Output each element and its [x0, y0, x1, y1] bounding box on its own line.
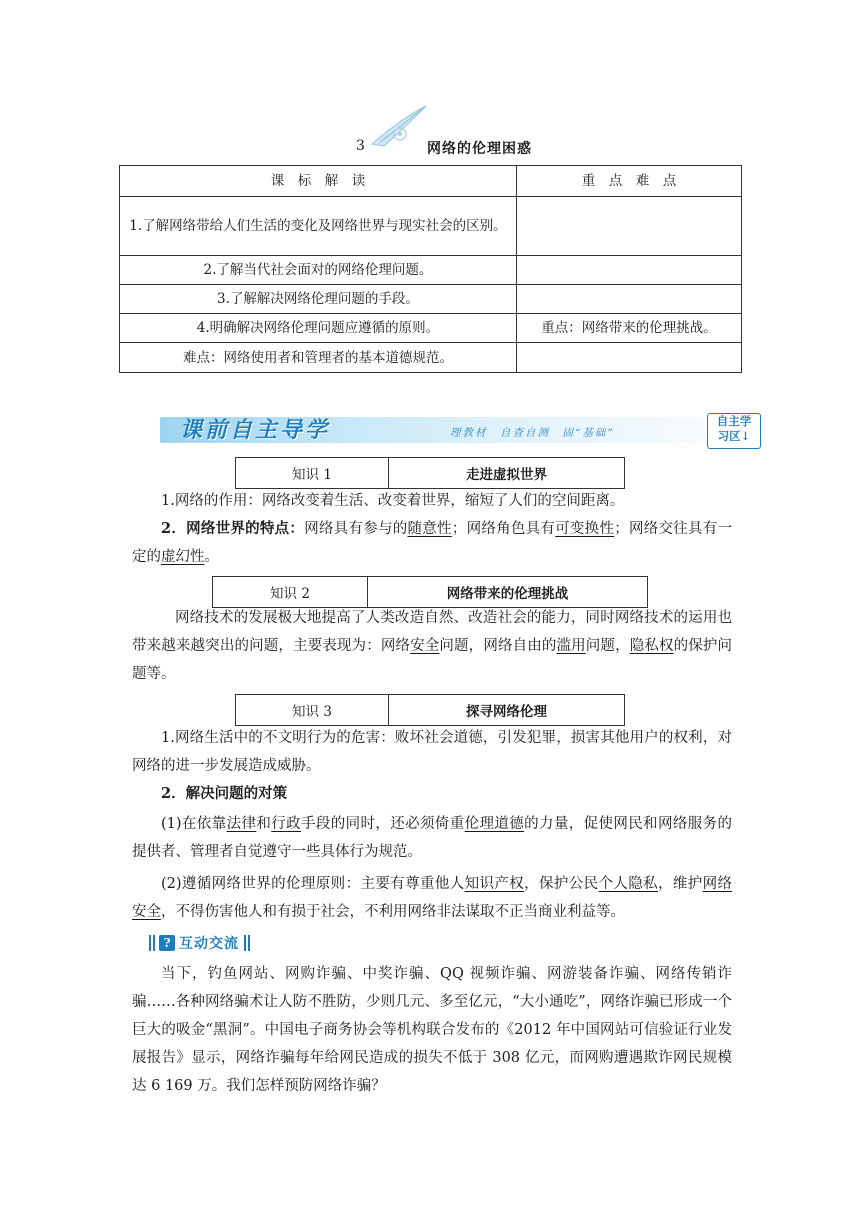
k2-c: 问题， [585, 638, 630, 654]
k3-answer-1: 法律 [226, 816, 257, 832]
table-cell: 2.了解当代社会面对的网络伦理问题。 [120, 256, 517, 285]
k3-p3-c: 手段的同时，还必须倚重 [300, 816, 465, 832]
k1-p2-c: ；网络交往具有一定的 [132, 521, 733, 565]
k1-p2-a: 网络具有参与的 [304, 521, 408, 537]
table-cell: 1.了解网络带给人们生活的变化及网络世界与现实社会的区别。 [120, 197, 517, 256]
table-row [120, 285, 742, 314]
knowledge-header-1 [235, 457, 625, 489]
header-key-difficult-points: 重 点 难 点 [517, 166, 742, 197]
lesson-title: 网络的伦理困惑 [427, 141, 532, 157]
k3-p4-c: ，维护 [658, 876, 703, 892]
k2-paragraph [132, 604, 732, 688]
lesson-header [0, 100, 860, 160]
k1-p1-text: 1.网络的作用：网络改变着生活、改变着世界，缩短了人们的空间距离。 [161, 493, 625, 509]
k1-paragraph-2 [132, 515, 732, 571]
knowledge-header-3 [235, 694, 625, 726]
table-cell: 3.了解解决网络伦理问题的手段。 [120, 285, 517, 314]
interaction-tag [148, 932, 251, 954]
k1-p2-b: ；网络角色具有 [451, 521, 556, 537]
k3-paragraph-1: 1.网络生活中的不文明行为的危害：败坏社会道德，引发犯罪，损害其他用户的权利，对网络的进一步发展造成威胁。 [132, 730, 732, 774]
k1-answer-2: 可变换性 [555, 521, 615, 537]
k3-p4-a: (2)遵循网络世界的伦理原则：主要有尊重他人 [161, 876, 465, 892]
k3-p3-a: (1)在依靠 [161, 816, 227, 832]
k3-answer-3: 伦理道德 [464, 816, 525, 832]
table-cell: 4.明确解决网络伦理问题应遵循的原则。 [120, 314, 517, 343]
table-cell [517, 285, 742, 314]
knowledge-label: 知识 2 [213, 577, 368, 607]
table-cell [517, 197, 742, 256]
k3-answer-5: 个人隐私 [598, 876, 659, 892]
tag-bar-right-2 [248, 935, 250, 951]
table-cell [517, 343, 742, 373]
knowledge-title: 探寻网络伦理 [466, 704, 547, 720]
self-study-badge [707, 413, 761, 449]
interaction-label: 互动交流 [179, 936, 239, 952]
objectives-table [119, 165, 742, 373]
k3-answer-4: 知识产权 [464, 876, 525, 892]
knowledge-title: 走进虚拟世界 [466, 467, 547, 483]
header-standard-reading: 课 标 解 读 [120, 166, 517, 197]
k1-answer-3: 虚幻性 [161, 549, 205, 565]
banner-title: 课前自主导学 [180, 417, 331, 443]
k3-answer-2: 行政 [271, 816, 301, 832]
k3-p3-b: 和 [256, 816, 272, 832]
table-row [120, 314, 742, 343]
knowledge-label: 知识 3 [236, 695, 389, 725]
k2-b: 问题，网络自由的 [439, 638, 557, 654]
k3-answer-6: 网络安全 [132, 876, 733, 920]
table-cell: 难点：网络使用者和管理者的基本道德规范。 [120, 343, 517, 373]
k1-p2-d: 。 [204, 549, 219, 565]
badge-line-1: 自主学 [716, 414, 752, 428]
k3-p4-d: ，不得伤害他人和有损于社会，不利用网络非法谋取不正当商业利益等。 [161, 904, 625, 920]
k1-paragraph-1 [132, 487, 732, 515]
table-cell [517, 256, 742, 285]
section-banner [160, 413, 770, 449]
interaction-paragraph: 当下，钓鱼网站、网购诈骗、中奖诈骗、QQ 视频诈骗、网游装备诈骗、网络传销诈骗……各种网络骗术让人防不胜防，少则几元、多至亿元，“大小通吃”，网络诈骗已形成一个巨大的吸金“黑洞”。中国电子商务协会等机构联合发布的《2012 年中国网站可信验证行业发展报告》显示，网络诈骗每年给网民造成的损失不低于 308 亿元，而网购遭遇欺诈网民规模达 6 169 万。我们怎样预防网络诈骗？ [132, 966, 732, 1094]
paper-plane-icon [370, 104, 430, 148]
k1-answer-1: 随意性 [407, 521, 452, 537]
tag-bar-left-2 [153, 935, 155, 951]
k1-p2-head: 2．网络世界的特点： [161, 520, 305, 537]
k2-answer-2: 滥用 [556, 638, 586, 654]
badge-line-2: 习区↓ [717, 429, 751, 443]
k3-paragraph-3 [132, 810, 732, 866]
table-row [120, 197, 742, 256]
k2-answer-1: 安全 [410, 638, 440, 654]
knowledge-label: 知识 1 [236, 458, 389, 488]
table-row [120, 343, 742, 373]
tag-bar-right [244, 935, 246, 951]
k2-a: 网络技术的发展极大地提高了人类改造自然、改造社会的能力，同时网络技术的运用也带来越来越突出的问题，主要表现为：网络 [132, 610, 732, 654]
k3-p4-b: ，保护公民 [524, 876, 599, 892]
k2-d: 的保护问题等。 [132, 638, 733, 682]
tag-bar-left [149, 935, 151, 951]
banner-subtitle: 理教材 自查自测 固“基础” [450, 427, 615, 439]
lesson-number: 3 [356, 138, 365, 154]
knowledge-title: 网络带来的伦理挑战 [446, 586, 569, 602]
table-header-row [120, 166, 742, 197]
k2-answer-3: 隐私权 [629, 638, 674, 654]
table-row [120, 256, 742, 285]
table-cell: 重点：网络带来的伦理挑战。 [517, 314, 742, 343]
k3-p3-d: 的力量，促使网民和网络服务的提供者、管理者自觉遵守一些具体行为规范。 [132, 816, 733, 860]
k3-paragraph-2: 2．解决问题的对策 [161, 785, 288, 802]
k3-paragraph-4 [132, 870, 732, 926]
question-mark-icon: ? [159, 935, 175, 951]
